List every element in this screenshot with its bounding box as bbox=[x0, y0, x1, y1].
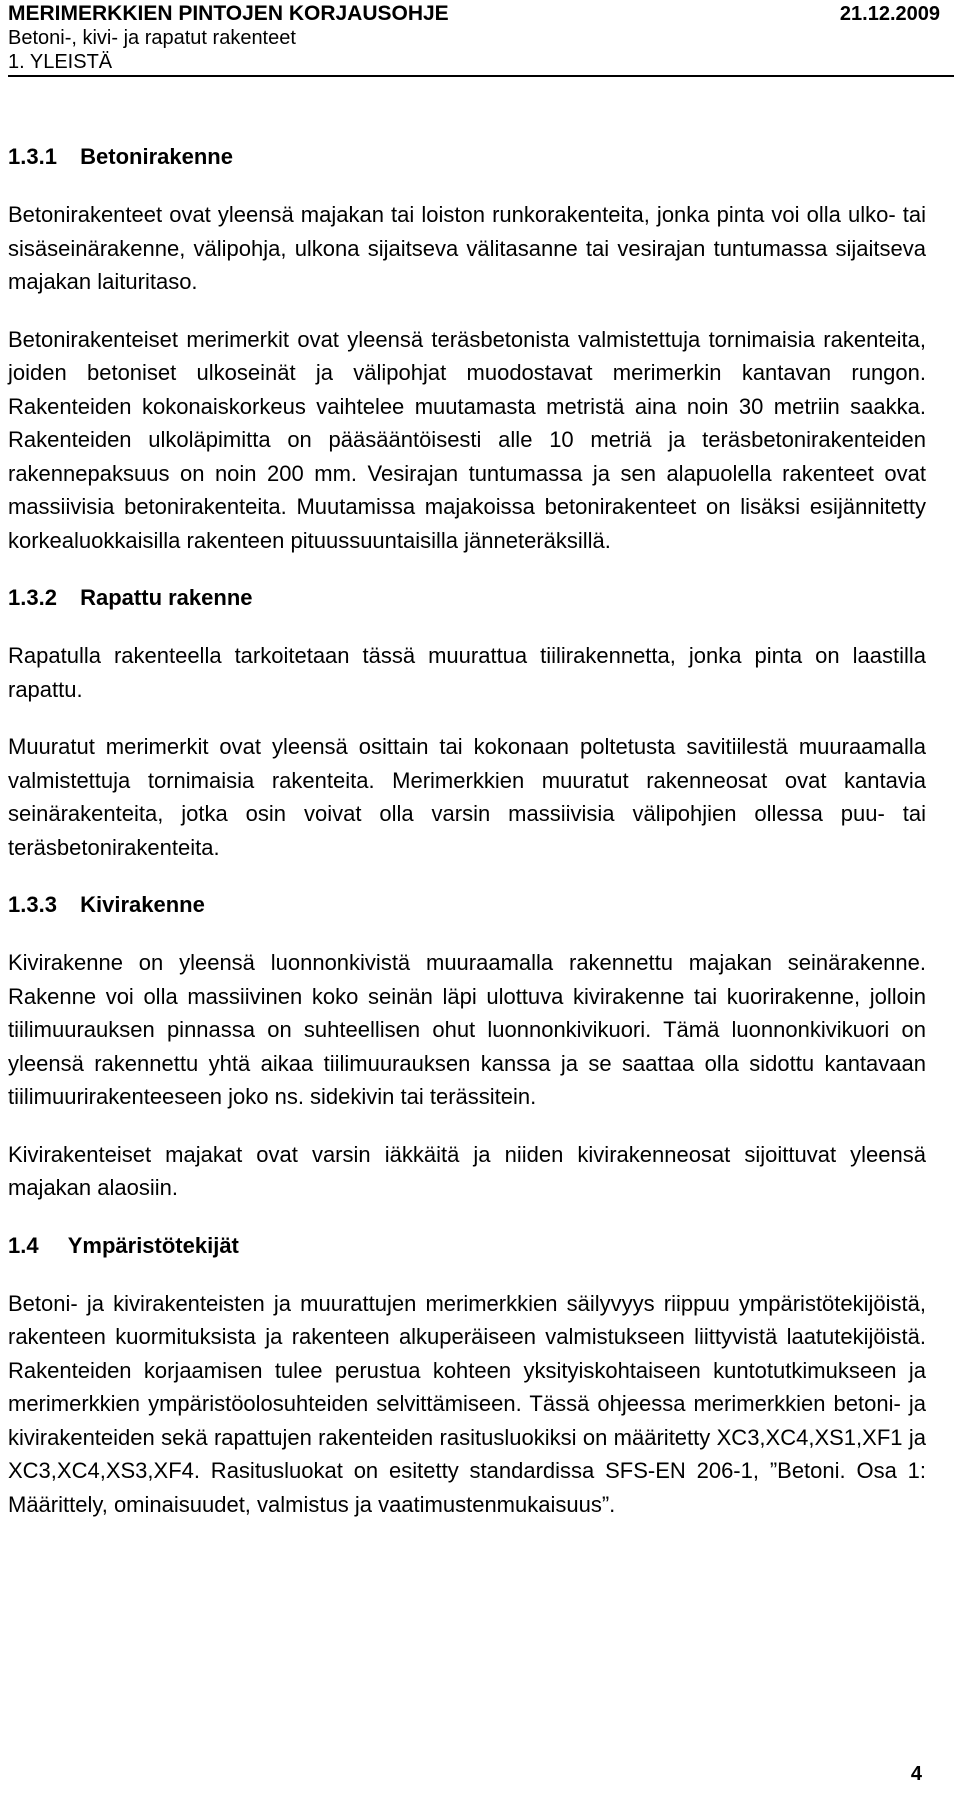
paragraph: Betonirakenteet ovat yleensä majakan tai loiston runkorakenteita, jonka pinta voi olla ulko- tai sisäseinärakenne, välipohja, ulkona sijaitseva välitasanne tai vesirajan tuntumassa sijaitseva majakan laituritaso. bbox=[8, 202, 926, 294]
section-heading bbox=[8, 1229, 926, 1263]
paragraph: Rapatulla rakenteella tarkoitetaan tässä muurattua tiilirakennetta, jonka pinta on laastilla rapattu. bbox=[8, 643, 926, 702]
section-title: Kivirakenne bbox=[80, 892, 205, 917]
page-body bbox=[8, 140, 926, 1545]
chapter-label: 1. YLEISTÄ bbox=[8, 51, 113, 73]
section-betonirakenne bbox=[8, 140, 926, 557]
section-number: 1.4 bbox=[8, 1232, 39, 1258]
section-heading bbox=[8, 140, 926, 174]
section-number: 1.3.1 bbox=[8, 144, 57, 169]
document-title: MERIMERKKIEN PINTOJEN KORJAUSOHJE bbox=[8, 2, 449, 25]
page-number: 4 bbox=[910, 1763, 922, 1785]
section-heading bbox=[8, 888, 926, 922]
paragraph: Betonirakenteiset merimerkit ovat yleensä teräsbetonista valmistettuja tornimaisia rakenteita, joiden betoniset ulkoseinät ja välipohjat muodostavat merimerkin kantavan rungon. Rakenteiden kokonaiskorkeus vaihtelee muutamasta metristä aina noin 30 metriin saakka. Rakenteiden ulkoläpimitta on pääsääntöisesti alle 10 metriä ja teräsbetonirakenteiden rakennepaksuus on noin 200 mm. Vesirajan tuntumassa ja sen alapuolella rakenteet ovat massiivisia betonirakenteita. Muutamissa majakoissa betonirakenteet on lisäksi esijännitetty korkealuokkaisilla rakenteen pituussuuntaisilla jänneteräksillä. bbox=[8, 326, 926, 553]
paragraph: Muuratut merimerkit ovat yleensä osittain tai kokonaan poltetusta savitiilestä muuraamalla valmistettuja tornimaisia rakenteita. Merimerkkien muuratut rakenneosat ovat kantavia seinärakenteita, jotka osin voivat olla varsin massiivisia välipohjien ollessa puu- tai teräsbetonirakenteita. bbox=[8, 734, 926, 860]
section-heading bbox=[8, 581, 926, 615]
document-subtitle: Betoni-, kivi- ja rapatut rakenteet bbox=[8, 27, 296, 49]
section-kivirakenne bbox=[8, 888, 926, 1205]
section-number: 1.3.3 bbox=[8, 892, 57, 917]
page-header bbox=[8, 2, 954, 77]
paragraph: Kivirakenne on yleensä luonnonkivistä muuraamalla rakennettu majakan seinärakenne. Rakenne voi olla massiivinen koko seinän läpi ulottuva kivirakenne tai kuorirakenne, jolloin tiilimuurauksen pinnassa on suhteellisen ohut luonnonkivikuori. Tämä luonnonkivikuori on yleensä rakennettu yhtä aikaa tiilimuurauksen kanssa ja se saattaa olla sidottu kantavaan tiilimuurirakenteeseen joko ns. sidekivin tai terässitein. bbox=[8, 950, 926, 1109]
paragraph: Betoni- ja kivirakenteisten ja muurattujen merimerkkien säilyvyys riippuu ympäristötekijöistä, rakenteen kuormituksista ja rakenteen alkuperäiseen valmistukseen liittyvistä laatutekijöistä. Rakenteiden korjaamisen tulee perustua kohteen yksityiskohtaiseen kuntotutkimukseen ja merimerkkien ympäristöolosuhteiden selvittämiseen. Tässä ohjeessa merimerkkien betoni- ja kivirakenteiden sekä rapattujen rakenteiden rasitusluokiksi on määritetty XC3,XC4,XS1,XF1 ja XC3,XC4,XS3,XF4. Rasitusluokat on esitetty standardissa SFS-EN 206-1, ”Betoni. Osa 1: Määrittely, ominaisuudet, valmistus ja vaatimustenmukaisuus”. bbox=[8, 1290, 926, 1517]
section-number: 1.3.2 bbox=[8, 585, 57, 610]
section-ymparistotekijat bbox=[8, 1229, 926, 1522]
section-title: Rapattu rakenne bbox=[80, 585, 253, 610]
section-title: Ympäristötekijät bbox=[67, 1232, 239, 1258]
section-title: Betonirakenne bbox=[80, 144, 233, 169]
section-rapattu-rakenne bbox=[8, 581, 926, 864]
paragraph: Kivirakenteiset majakat ovat varsin iäkkäitä ja niiden kivirakenneosat sijoittuvat yleensä majakan alaosiin. bbox=[8, 1141, 926, 1200]
document-date: 21.12.2009 bbox=[839, 3, 940, 25]
